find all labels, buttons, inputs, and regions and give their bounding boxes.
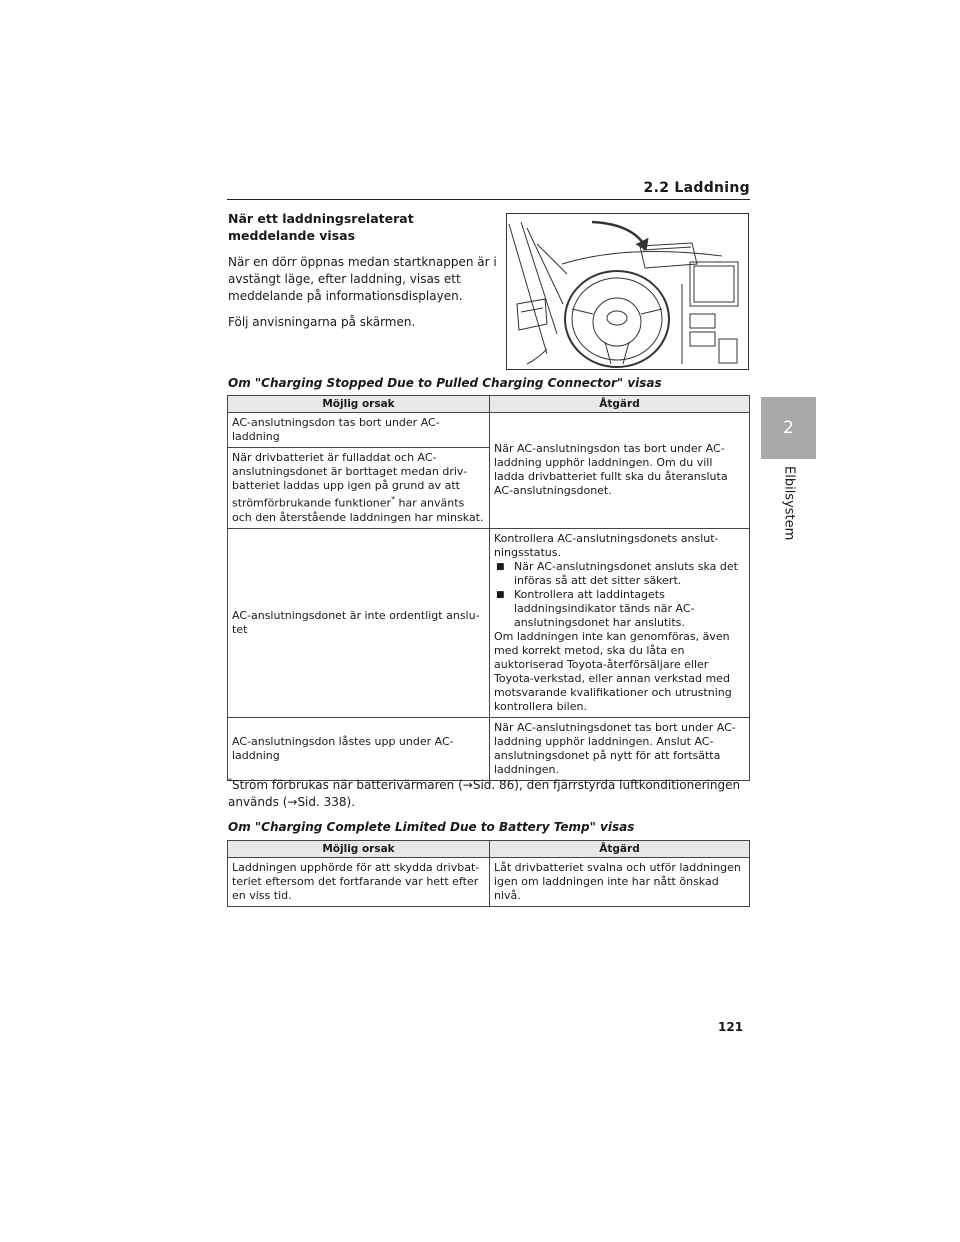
footnote-marker: * — [228, 777, 232, 786]
table-cell: Laddningen upphörde för att skydda drivbat-teriet eftersom det fortfarande var hett efter en viss tid. — [228, 858, 490, 907]
table-cell: AC-anslutningsdonet är inte ordentligt anslu-tet — [228, 528, 490, 717]
table-cell: När AC-anslutningsdonet tas bort under AC-laddning upphör laddningen. Anslut AC-anslutningsdonet på nytt för att fortsätta laddningen. — [490, 717, 750, 780]
table1-col-action: Åtgärd — [490, 396, 750, 413]
table1 — [227, 395, 750, 781]
list-item: ■ När AC-anslutningsdonet ansluts ska det införas så att det sitter säkert. — [494, 560, 745, 588]
table-row — [228, 528, 750, 717]
table2-title: Om "Charging Complete Limited Due to Battery Temp" visas — [228, 820, 635, 834]
section-header: 2.2 Laddning — [643, 180, 750, 196]
footnote-marker: * — [391, 495, 396, 504]
table1-title: Om "Charging Stopped Due to Pulled Charging Connector" visas — [228, 376, 662, 390]
footnote — [228, 773, 753, 811]
cause-text: har använts och den återstående laddningen har minskat. — [232, 496, 484, 524]
table1-col-cause: Möjlig orsak — [228, 396, 490, 413]
page-number: 121 — [718, 1020, 744, 1034]
action-bullets — [494, 560, 745, 630]
table-cell: Låt drivbatteriet svalna och utför laddningen igen om laddningen inte har nått önskad nivå. — [490, 858, 750, 907]
footnote-text: Ström förbrukas när batterivärmaren (→Sid. 86), den fjärrstyrda luftkonditioneringen används (→Sid. 338). — [228, 778, 741, 809]
table-row — [228, 717, 750, 780]
dashboard-illustration — [506, 213, 749, 370]
table2-col-action: Åtgärd — [490, 841, 750, 858]
chapter-tab — [761, 397, 816, 459]
table2-col-cause: Möjlig orsak — [228, 841, 490, 858]
intro-paragraph-1: När en dörr öppnas medan startknappen är i avstängt läge, efter laddning, visas ett meddelande på informationsdisplayen. — [228, 255, 497, 303]
action-outro: Om laddningen inte kan genomföras, även med korrekt metod, ska du låta en auktoriserad Toyota-återförsäljare eller Toyota-verkstad, eller annan verkstad med motsvarande kvalifikationer och utrustning kontrollera bilen. — [494, 629, 732, 713]
table-cell: AC-anslutningsdon låstes upp under AC-laddning — [228, 717, 490, 780]
intro-heading: När ett laddningsrelaterat meddelande visas — [228, 211, 414, 243]
intro-section — [228, 210, 498, 340]
intro-paragraph-2: Följ anvisningarna på skärmen. — [228, 315, 416, 329]
chapter-number: 2 — [783, 418, 794, 438]
cause-text: När drivbatteriet är fulladdat och AC-anslutningsdonet är borttaget medan driv-batteriet laddas upp igen på grund av att strömförbrukande funktioner — [232, 451, 468, 510]
table-row — [228, 858, 750, 907]
table-cell: När AC-anslutningsdon tas bort under AC-laddning upphör laddningen. Om du vill ladda drivbatteriet fullt ska du återansluta AC-anslutningsdonet. — [490, 413, 750, 529]
table1-header-row — [228, 396, 750, 413]
chapter-label: Elbilsystem — [781, 466, 797, 541]
table-cell: AC-anslutningsdon tas bort under AC-laddning — [228, 413, 490, 448]
table-cell — [228, 448, 490, 529]
action-intro: Kontrollera AC-anslutningsdonets anslut-ningsstatus. — [494, 531, 719, 559]
table2-header-row — [228, 841, 750, 858]
table2 — [227, 840, 750, 907]
list-item: ■ Kontrollera att laddintagets laddningsindikator tänds när AC-anslutningsdonet har anslutits. — [494, 588, 745, 630]
table-cell — [490, 528, 750, 717]
header-rule — [227, 199, 750, 200]
table-row — [228, 413, 750, 448]
